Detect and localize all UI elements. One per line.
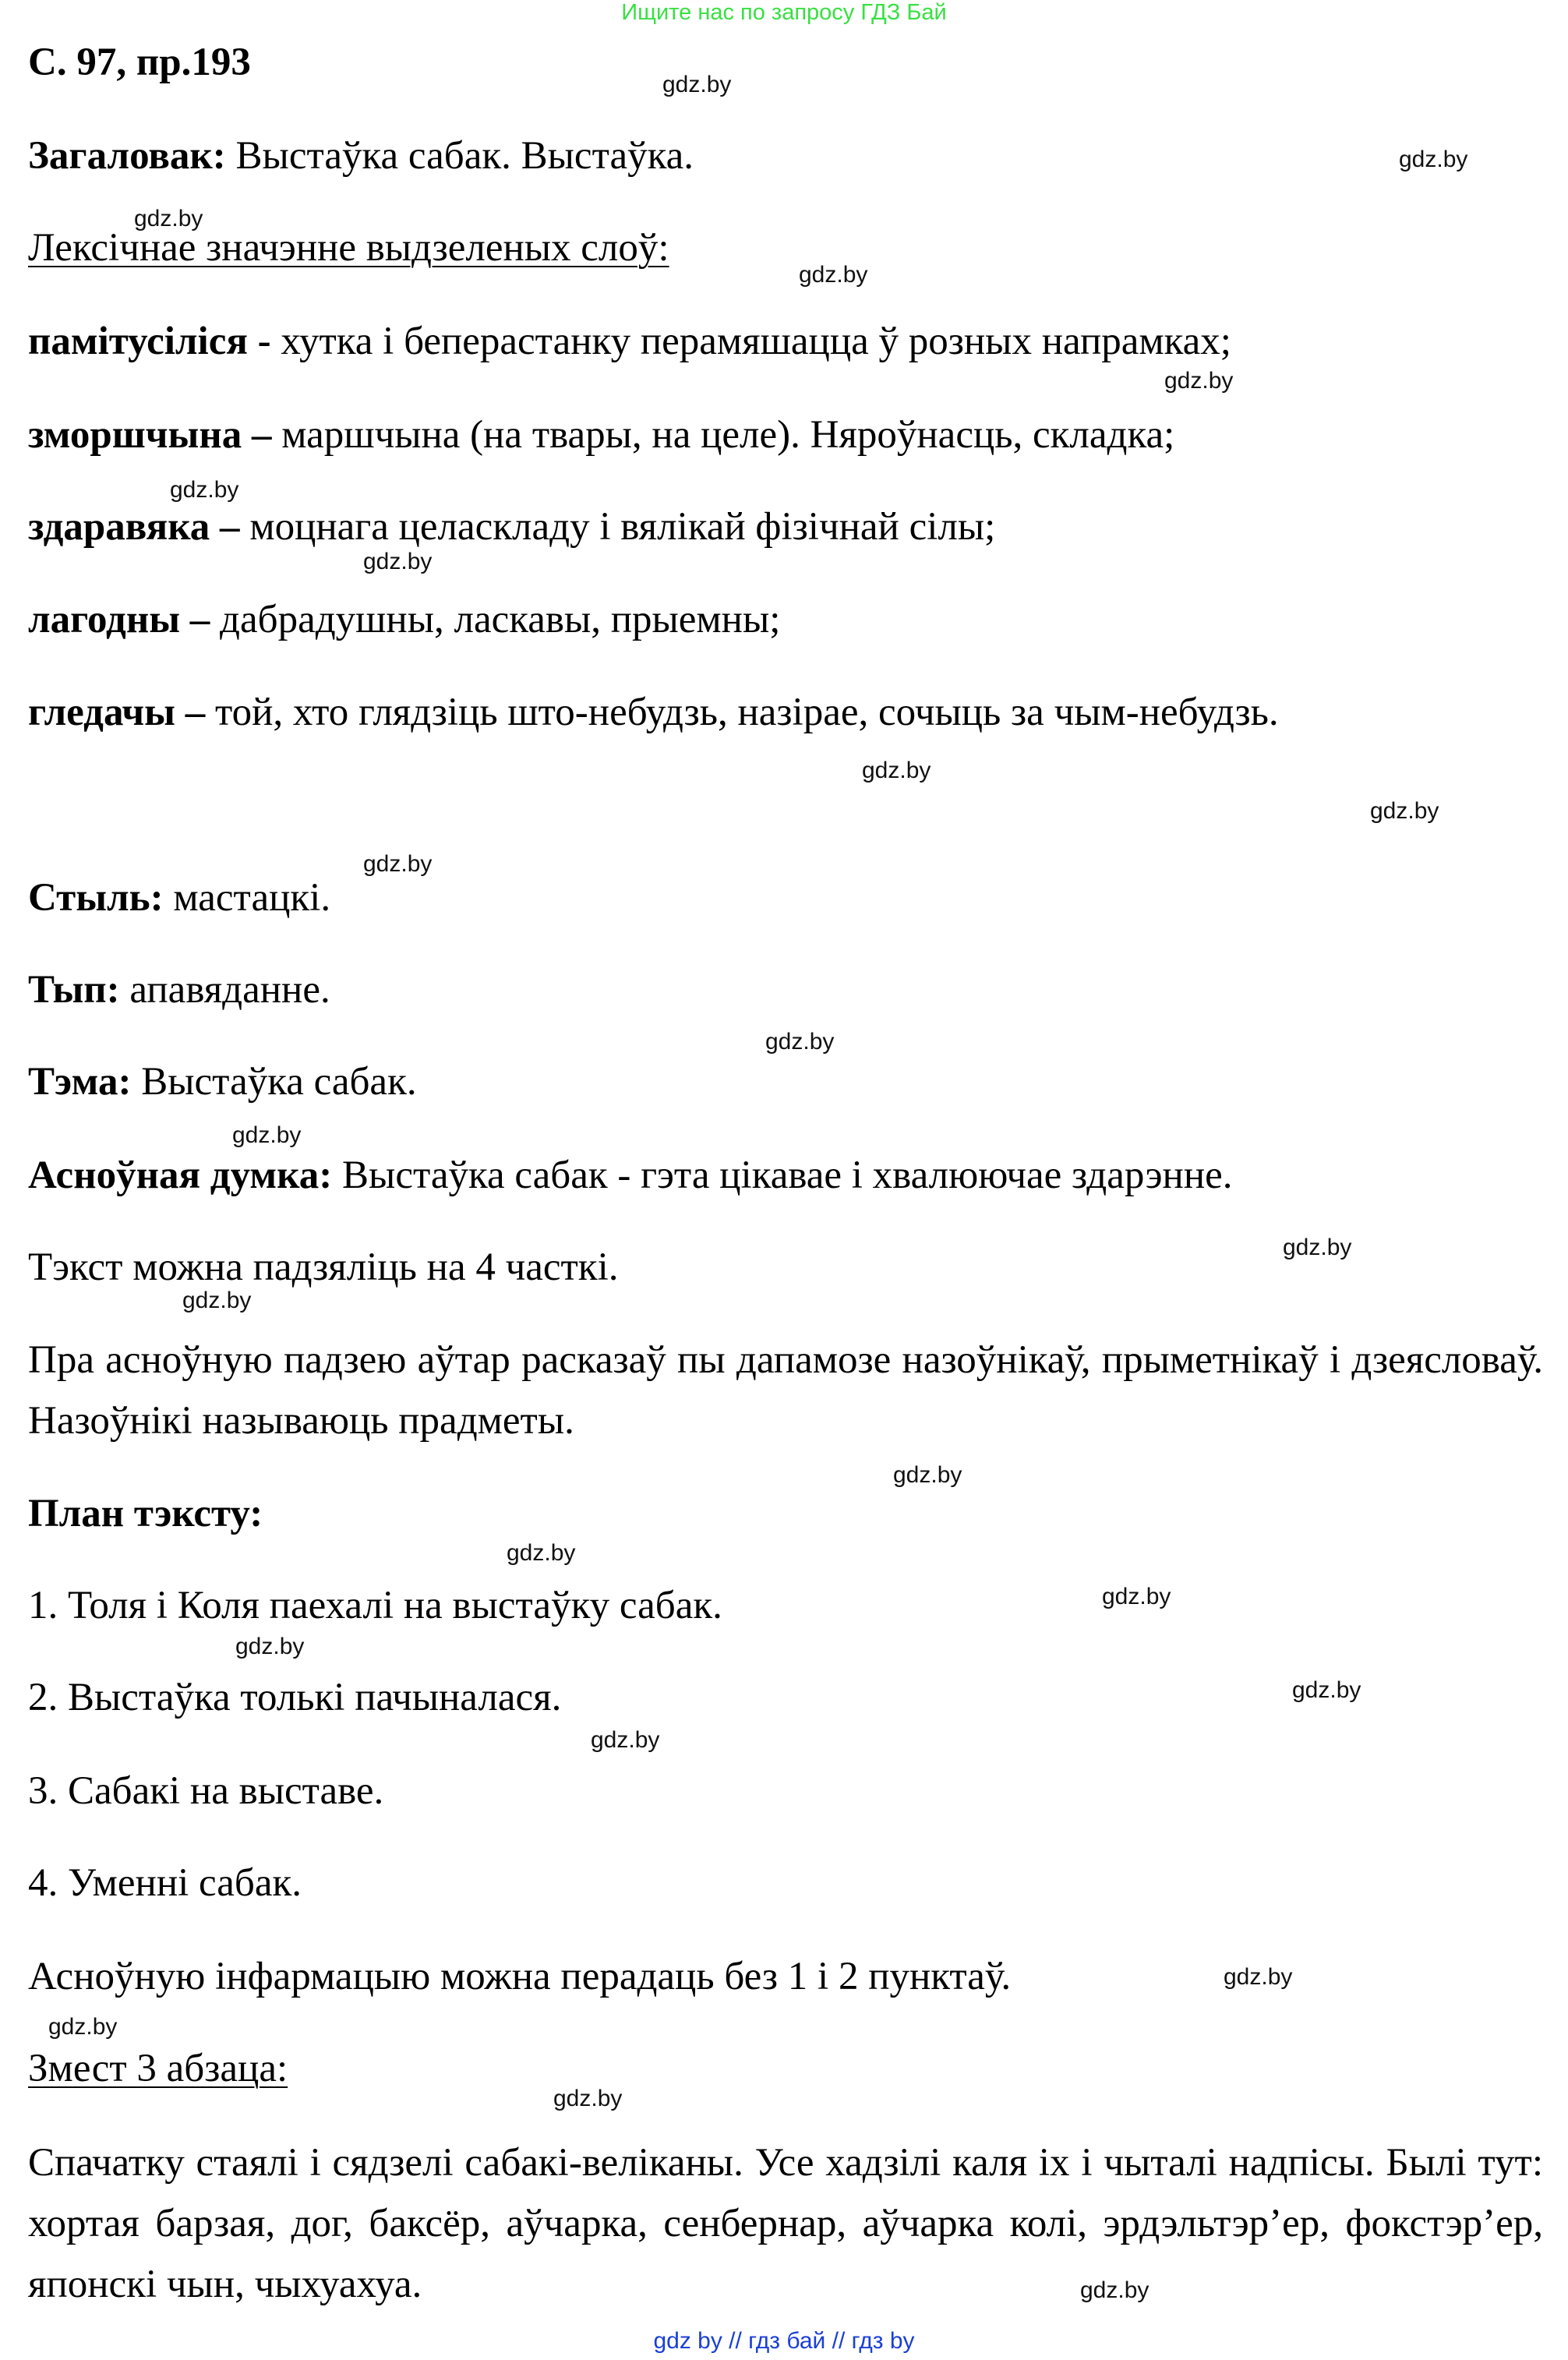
page-reference: С. 97, пр.193 [28, 41, 251, 84]
definition-meaning: той, хто глядзіць што-небудзь, назірае, сочыць за чым-небудзь. [214, 691, 1279, 734]
footer-links[interactable]: gdz by // гдз бай // гдз by [653, 2328, 915, 2354]
header-banner[interactable]: Ищите нас по запросу ГДЗ Бай [621, 0, 947, 25]
watermark: gdz.by [170, 477, 239, 503]
watermark: gdz.by [1080, 2277, 1150, 2303]
watermark: gdz.by [1224, 1964, 1293, 1990]
type-text: апавяданне. [119, 968, 330, 1012]
theme-text: Выстаўка сабак. [131, 1060, 417, 1104]
watermark: gdz.by [591, 1727, 660, 1753]
watermark: gdz.by [1399, 147, 1468, 172]
watermark: gdz.by [1283, 1235, 1352, 1260]
content-paragraph: Спачатку стаялі і сядзелі сабакі-веліканы. Усе хадзілі каля іх і чыталі надпісы. Былі тут: хортая барзая, дог, баксёр, аўчарка, сенбернар, аўчарка колі, эрдэльтэр’ер, фокстэр’ер, японскі чын, чыхуахуа. [28, 2141, 1543, 2306]
plan-item: 2. Выстаўка толькі пачыналася. [28, 1676, 562, 1719]
watermark: gdz.by [235, 1634, 305, 1659]
definition-word: здаравяка – [28, 505, 250, 549]
definition-meaning: дабрадушны, ласкавы, прыемны; [220, 598, 781, 641]
watermark: gdz.by [134, 206, 203, 231]
watermark: gdz.by [1102, 1584, 1171, 1609]
plan-item: 1. Толя і Коля паехалі на выстаўку сабак. [28, 1584, 722, 1627]
watermark: gdz.by [1292, 1677, 1361, 1703]
watermark: gdz.by [553, 2086, 623, 2111]
watermark: gdz.by [48, 2014, 118, 2040]
definition-row [28, 503, 995, 550]
title-line [28, 132, 694, 179]
watermark: gdz.by [1164, 368, 1234, 394]
theme-line [28, 1058, 417, 1105]
definition-word: памітусіліся - [28, 320, 281, 363]
plan-item: 3. Сабакі на выставе. [28, 1769, 384, 1813]
definition-row [28, 689, 1279, 736]
main-idea-text: Выстаўка сабак - гэта цікавае і хвалюючае здарэнне. [332, 1154, 1233, 1197]
definition-meaning: маршчына (на твары, на целе). Няроўнасць, складка; [281, 413, 1175, 457]
title-label: Загаловак: [28, 134, 226, 178]
title-text: Выстаўка сабак. Выстаўка. [225, 134, 694, 178]
watermark: gdz.by [662, 72, 732, 97]
info-text: Асноўную інфармацыю можна перадаць без 1 і 2 пунктаў. [28, 1955, 1012, 1998]
definition-row [28, 318, 1231, 365]
watermark: gdz.by [182, 1288, 252, 1313]
watermark: gdz.by [363, 549, 433, 574]
definition-meaning: хутка і беперастанку перамяшацца ў розных напрамках; [281, 320, 1231, 363]
definition-row [28, 412, 1174, 458]
style-line [28, 874, 330, 921]
definition-row [28, 596, 780, 643]
watermark: gdz.by [799, 262, 868, 288]
main-idea-label: Асноўная думка: [28, 1154, 333, 1197]
watermark: gdz.by [507, 1540, 576, 1566]
watermark: gdz.by [232, 1122, 302, 1148]
definition-word: гледачы – [28, 691, 215, 734]
main-idea-line [28, 1152, 1233, 1199]
theme-label: Тэма: [28, 1060, 132, 1104]
definition-meaning: моцнага целаскладу і вялікай фізічнай сілы; [249, 505, 996, 549]
definition-word: зморшчына – [28, 413, 282, 457]
watermark: gdz.by [893, 1462, 962, 1488]
content-heading: Змест 3 абзаца: [28, 2047, 288, 2090]
watermark: gdz.by [1370, 798, 1439, 824]
definition-word: лагодны – [28, 598, 221, 641]
lexical-heading: Лексічнае значэнне выдзеленых слоў: [28, 226, 669, 270]
watermark: gdz.by [363, 851, 433, 877]
watermark: gdz.by [765, 1029, 835, 1055]
plan-heading: План тэксту: [28, 1492, 263, 1535]
style-label: Стыль: [28, 876, 164, 920]
parts-text: Тэкст можна падзяліць на 4 часткі. [28, 1245, 619, 1289]
style-text: мастацкі. [163, 876, 331, 920]
type-line [28, 966, 330, 1013]
plan-item: 4. Уменні сабак. [28, 1861, 302, 1905]
author-paragraph: Пра асноўную падзею аўтар расказаў пы дапамозе назоўнікаў, прыметнікаў і дзеясловаў. Назоўнікі называюць прадметы. [28, 1338, 1543, 1443]
watermark: gdz.by [862, 758, 931, 783]
type-label: Тып: [28, 968, 120, 1012]
